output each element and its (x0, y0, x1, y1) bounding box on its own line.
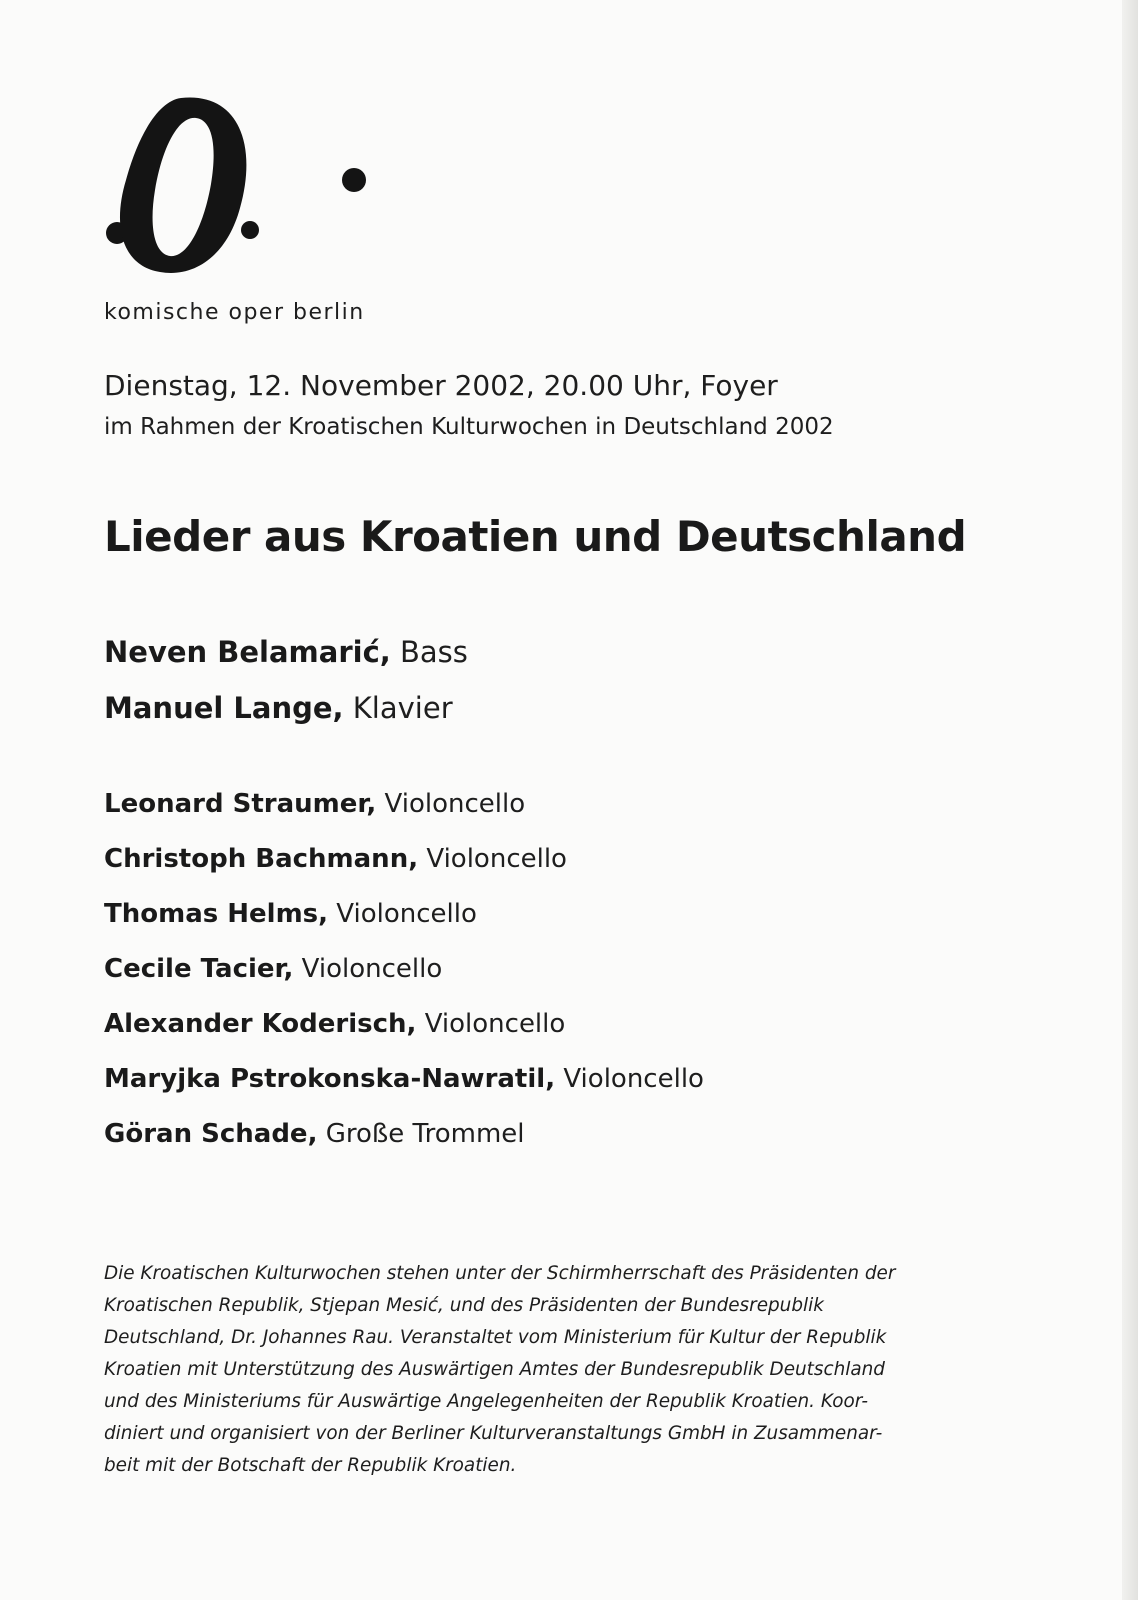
ensemble-row (104, 841, 704, 896)
performer-role: Violoncello (301, 954, 443, 984)
note-line: Kroatischen Republik, Stjepan Mesić, und des Präsidenten der Bundesrepublik (104, 1295, 824, 1316)
performer-name: Thomas Helms, (104, 899, 329, 929)
page-edge-shadow (1122, 0, 1138, 1600)
note-line: und des Ministeriums für Auswärtige Angelegenheiten der Republik Kroatien. Koor- (104, 1391, 868, 1412)
ensemble-row (104, 1006, 704, 1061)
komische-oper-logo-icon (100, 96, 380, 276)
ensemble-row (104, 951, 704, 1006)
performer-role: Violoncello (424, 1009, 566, 1039)
brand-name: komische oper berlin (104, 300, 365, 325)
event-date-line: Dienstag, 12. November 2002, 20.00 Uhr, Foyer (104, 369, 778, 402)
performer-name: Leonard Straumer, (104, 789, 377, 819)
performer-name: Christoph Bachmann, (104, 844, 419, 874)
performer-name: Göran Schade, (104, 1119, 318, 1149)
ensemble-row (104, 786, 704, 841)
ensemble-row (104, 1116, 704, 1171)
performer-role: Große Trommel (325, 1119, 525, 1149)
performer-role: Bass (400, 635, 468, 669)
patronage-note (104, 1258, 1004, 1482)
performer-name: Manuel Lange, (104, 691, 344, 725)
ensemble-list (104, 786, 704, 1171)
ensemble-row (104, 896, 704, 951)
soloist-row (104, 688, 468, 744)
soloist-row (104, 632, 468, 688)
ensemble-row (104, 1061, 704, 1116)
note-line: Kroatien mit Unterstützung des Auswärtigen Amtes der Bundesrepublik Deutschland (104, 1359, 885, 1380)
event-context-line: im Rahmen der Kroatischen Kulturwochen in Deutschland 2002 (104, 414, 834, 440)
note-line: Deutschland, Dr. Johannes Rau. Veranstaltet vom Ministerium für Kultur der Republik (104, 1327, 887, 1348)
concert-title: Lieder aus Kroatien und Deutschland (104, 512, 967, 561)
note-line: beit mit der Botschaft der Republik Kroatien. (104, 1455, 517, 1476)
performer-role: Violoncello (563, 1064, 704, 1094)
soloist-list (104, 632, 468, 744)
performer-role: Violoncello (384, 789, 526, 819)
performer-role: Violoncello (426, 844, 567, 874)
performer-name: Alexander Koderisch, (104, 1009, 417, 1039)
note-line: Die Kroatischen Kulturwochen stehen unter der Schirmherrschaft des Präsidenten der (104, 1263, 896, 1284)
note-line: diniert und organisiert von der Berliner Kulturveranstaltungs GmbH in Zusammenar- (104, 1423, 883, 1444)
performer-role: Violoncello (336, 899, 477, 929)
performer-name: Maryjka Pstrokonska-Nawratil, (104, 1064, 556, 1094)
performer-name: Neven Belamarić, (104, 635, 391, 669)
performer-name: Cecile Tacier, (104, 954, 294, 984)
performer-role: Klavier (352, 691, 453, 725)
